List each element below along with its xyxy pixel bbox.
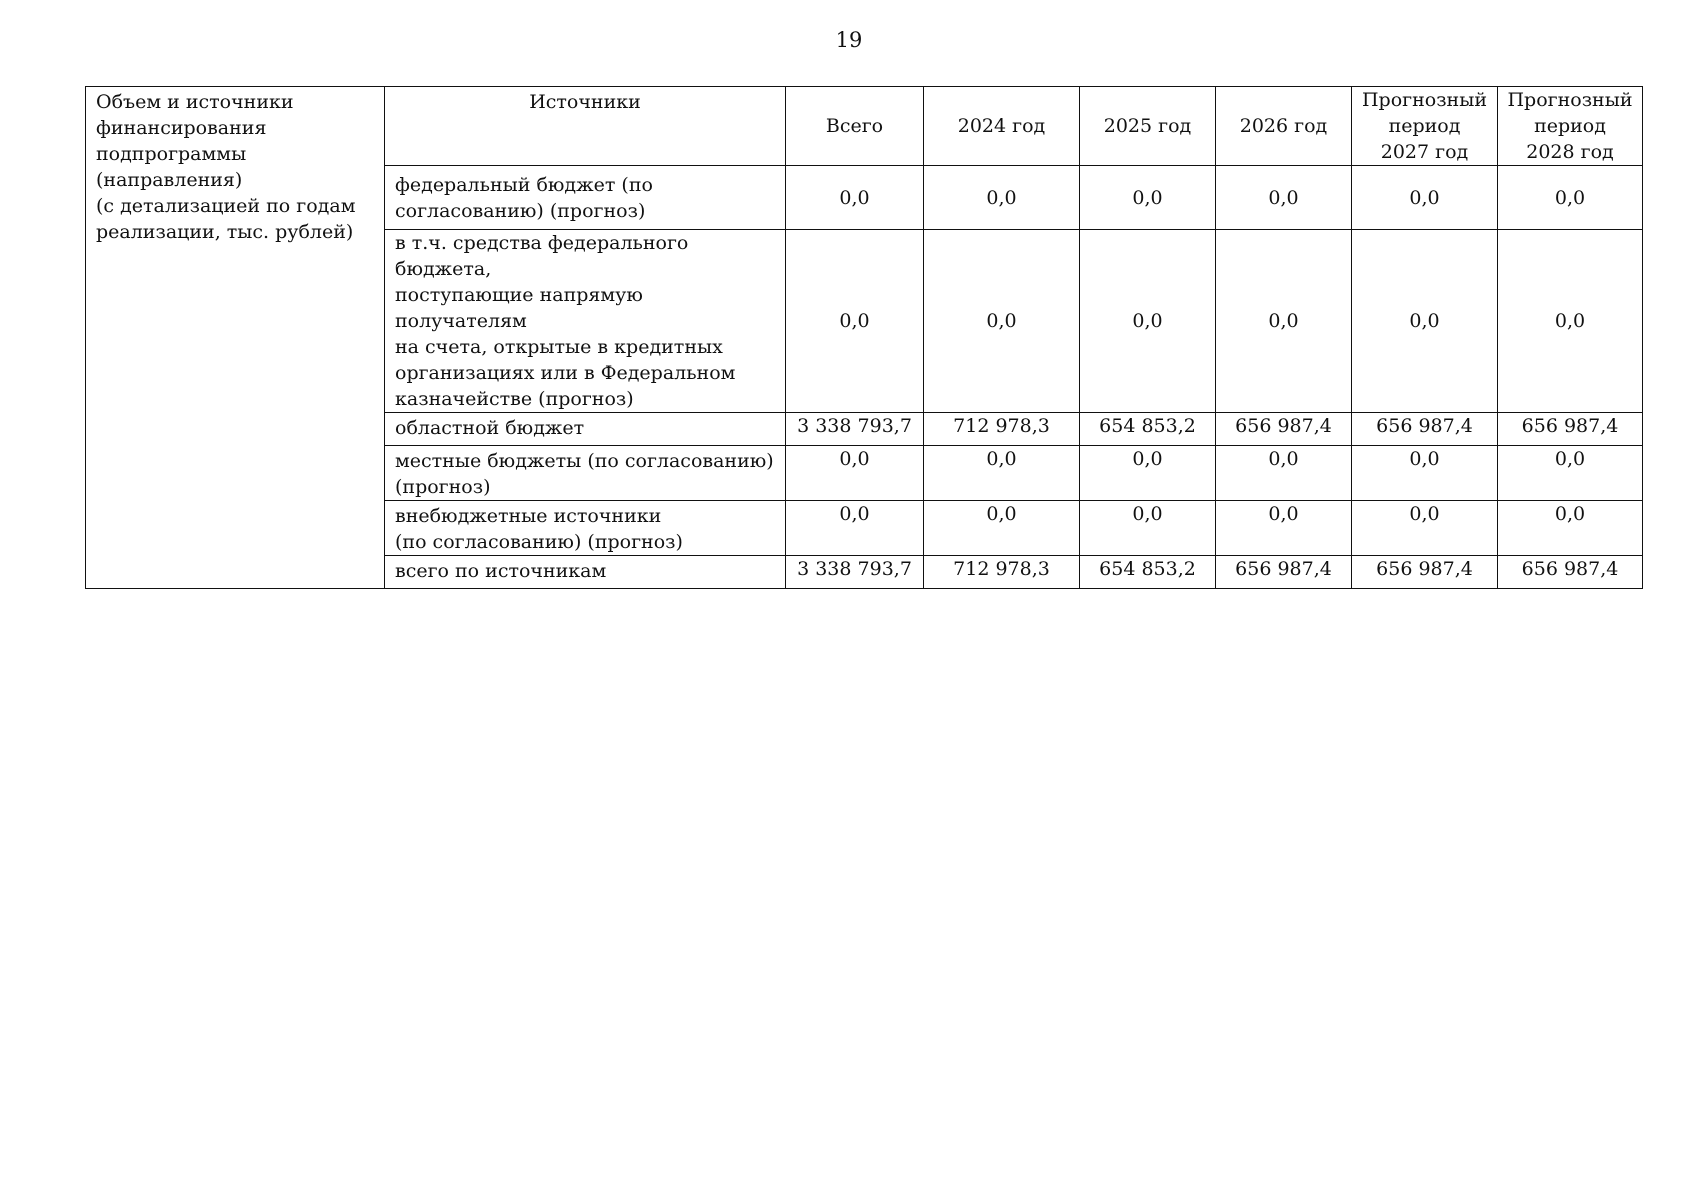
value-2025: 654 853,2 (1080, 556, 1216, 589)
header-2028-line: Прогнозный (1507, 89, 1633, 111)
value-2024: 0,0 (924, 446, 1080, 501)
row-label-line: (направления) (96, 169, 243, 191)
value-2028: 656 987,4 (1498, 556, 1643, 589)
financing-table (85, 86, 1643, 589)
header-2026: 2026 год (1216, 87, 1352, 166)
value-2026: 0,0 (1216, 446, 1352, 501)
value-2026: 656 987,4 (1216, 413, 1352, 446)
source-line: (прогноз) (395, 476, 491, 498)
row-label-line: финансирования (96, 117, 267, 139)
source-cell (385, 446, 786, 501)
header-2028 (1498, 87, 1643, 166)
value-2028: 0,0 (1498, 501, 1643, 556)
value-2028: 656 987,4 (1498, 413, 1643, 446)
source-line: организациях или в Федеральном (395, 362, 736, 384)
value-2027: 0,0 (1352, 230, 1498, 413)
value-2027: 0,0 (1352, 446, 1498, 501)
header-sources: Источники (385, 87, 786, 166)
source-line: местные бюджеты (по согласованию) (395, 450, 774, 472)
value-2028: 0,0 (1498, 230, 1643, 413)
row-label-cell (86, 87, 385, 589)
value-total: 0,0 (786, 446, 924, 501)
source-line: внебюджетные источники (395, 505, 662, 527)
source-line: поступающие напрямую получателям (395, 284, 643, 332)
source-line: на счета, открытые в кредитных (395, 336, 723, 358)
value-2025: 0,0 (1080, 230, 1216, 413)
value-2025: 0,0 (1080, 501, 1216, 556)
value-2027: 0,0 (1352, 501, 1498, 556)
header-total: Всего (786, 87, 924, 166)
value-total: 3 338 793,7 (786, 413, 924, 446)
source-cell: областной бюджет (385, 413, 786, 446)
header-2024: 2024 год (924, 87, 1080, 166)
source-line: (по согласованию) (прогноз) (395, 531, 683, 553)
value-2025: 654 853,2 (1080, 413, 1216, 446)
value-total: 0,0 (786, 501, 924, 556)
value-2024: 0,0 (924, 230, 1080, 413)
row-label-line: (с детализацией по годам (96, 195, 356, 217)
value-2026: 0,0 (1216, 166, 1352, 230)
source-cell (385, 166, 786, 230)
source-cell (385, 230, 786, 413)
value-total: 0,0 (786, 166, 924, 230)
value-2024: 712 978,3 (924, 413, 1080, 446)
value-2025: 0,0 (1080, 446, 1216, 501)
value-2025: 0,0 (1080, 166, 1216, 230)
header-2028-line: период (1534, 115, 1606, 137)
source-cell: всего по источникам (385, 556, 786, 589)
value-total: 3 338 793,7 (786, 556, 924, 589)
value-2026: 0,0 (1216, 230, 1352, 413)
header-2028-line: 2028 год (1526, 141, 1614, 163)
page-number: 19 (835, 28, 863, 52)
row-label-line: Объем и источники (96, 91, 294, 113)
value-2026: 656 987,4 (1216, 556, 1352, 589)
value-2028: 0,0 (1498, 166, 1643, 230)
value-2027: 0,0 (1352, 166, 1498, 230)
value-2024: 0,0 (924, 166, 1080, 230)
value-2028: 0,0 (1498, 446, 1643, 501)
header-2025: 2025 год (1080, 87, 1216, 166)
value-2026: 0,0 (1216, 501, 1352, 556)
value-2027: 656 987,4 (1352, 556, 1498, 589)
source-line: казначействе (прогноз) (395, 388, 634, 410)
table-header-row (86, 87, 1643, 166)
header-2027-line: 2027 год (1380, 141, 1469, 163)
header-2027-line: период (1388, 115, 1461, 137)
header-2027-line: Прогнозный (1361, 89, 1488, 111)
header-2027 (1352, 87, 1498, 166)
value-2024: 712 978,3 (924, 556, 1080, 589)
row-label-line: реализации, тыс. рублей) (96, 221, 354, 243)
source-line: федеральный бюджет (по (395, 173, 653, 196)
value-2027: 656 987,4 (1352, 413, 1498, 446)
row-label-line: подпрограммы (96, 143, 247, 165)
value-2024: 0,0 (924, 501, 1080, 556)
source-line: согласованию) (прогноз) (395, 199, 646, 222)
value-total: 0,0 (786, 230, 924, 413)
source-cell (385, 501, 786, 556)
source-line: в т.ч. средства федерального бюджета, (395, 232, 689, 280)
